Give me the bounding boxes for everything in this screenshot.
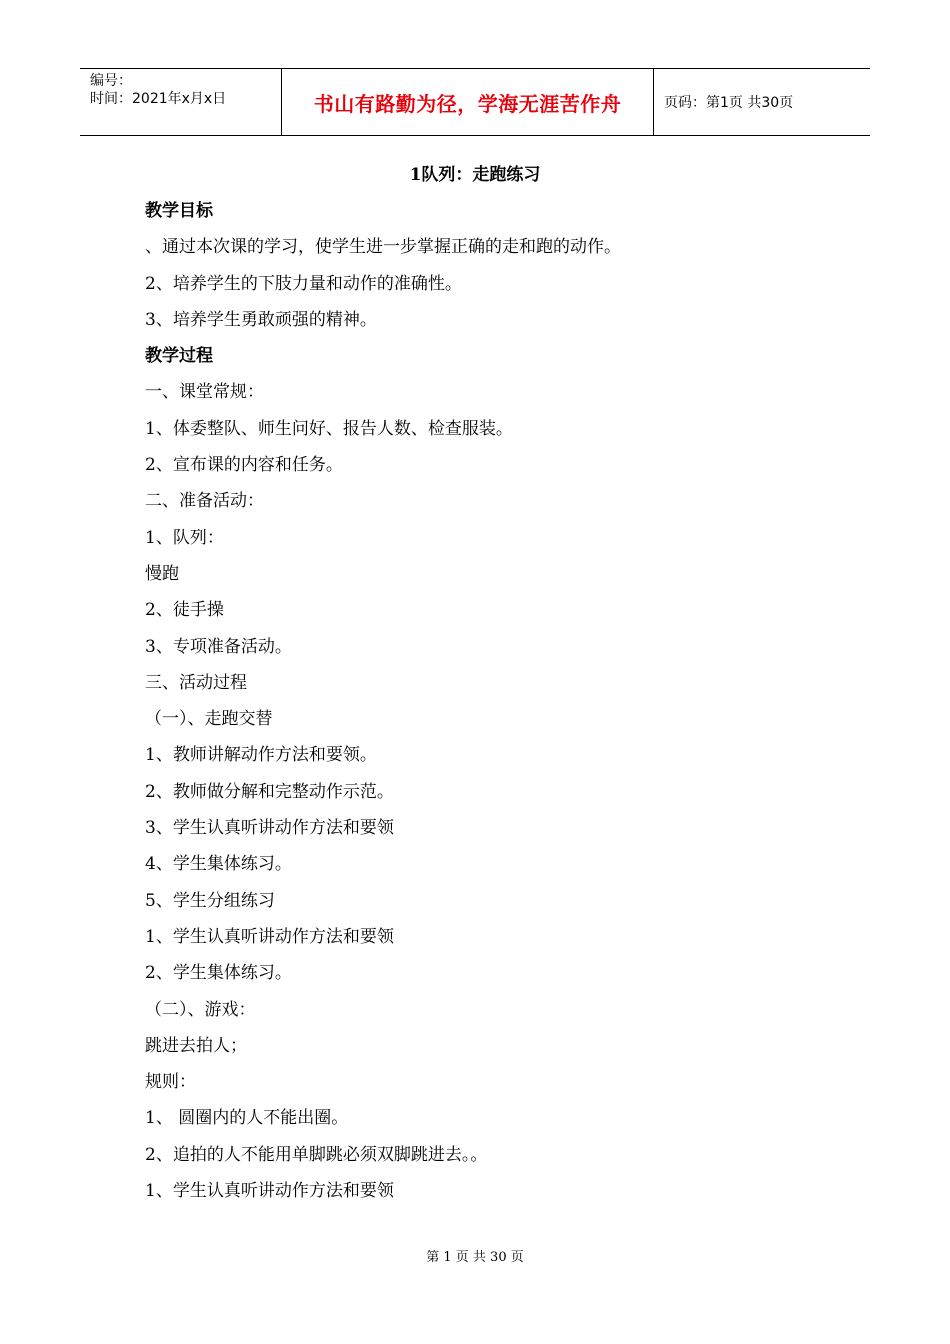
document-body: [145, 193, 865, 1209]
body-line: 2、教师做分解和完整动作示范。: [145, 781, 394, 802]
page-footer: 第 1 页 共 30 页: [426, 1250, 524, 1265]
body-line: 2、宣布课的内容和任务。: [145, 455, 343, 476]
body-line: 二、准备活动：: [145, 491, 264, 512]
header-page-info: 页码：第1页 共30页: [664, 95, 794, 111]
body-line: 规则：: [145, 1072, 196, 1093]
body-line: 跳进去拍人；: [145, 1035, 247, 1056]
body-line: （一）、走跑交替: [145, 709, 273, 730]
body-line: 4、学生集体练习。: [145, 854, 292, 875]
body-line: 1、 圆圈内的人不能出圈。: [145, 1108, 349, 1129]
body-line: 3、培养学生勇敢顽强的精神。: [145, 309, 377, 330]
body-line: 5、学生分组练习: [145, 890, 275, 911]
section-heading: 教学目标: [145, 201, 213, 221]
header-left-cell: [80, 69, 281, 135]
motto: 书山有路勤为径，学海无涯苦作舟: [281, 69, 654, 135]
body-line: 1、体委整队、师生问好、报告人数、检查服装。: [145, 418, 513, 439]
body-line: 、通过本次课的学习，使学生进一步掌握正确的走和跑的动作。: [145, 237, 621, 258]
body-line: 1、教师讲解动作方法和要领。: [145, 745, 377, 766]
body-line: 三、活动过程: [145, 672, 247, 693]
body-line: 2、徒手操: [145, 600, 224, 621]
body-line: 2、追拍的人不能用单脚跳必须双脚跳进去。。: [145, 1144, 488, 1165]
section-heading: 教学过程: [145, 346, 213, 367]
number-label: 编号：: [90, 73, 132, 89]
body-line: 2、学生集体练习。: [145, 963, 292, 984]
body-line: 一、课堂常规：: [145, 382, 264, 403]
date-label: 时间：2021年x月x日: [90, 91, 227, 107]
body-line: 3、专项准备活动。: [145, 636, 292, 657]
document-title: 1队列：走跑练习: [409, 165, 541, 185]
body-line: 1、学生认真听讲动作方法和要领: [145, 926, 394, 947]
body-line: 1、队列：: [145, 527, 224, 548]
body-line: 3、学生认真听讲动作方法和要领: [145, 818, 394, 839]
document-header: [80, 68, 870, 136]
body-line: （二）、游戏：: [145, 999, 256, 1020]
body-line: 慢跑: [145, 563, 179, 584]
body-line: 2、培养学生的下肢力量和动作的准确性。: [145, 273, 462, 294]
body-line: 1、学生认真听讲动作方法和要领: [145, 1181, 394, 1202]
